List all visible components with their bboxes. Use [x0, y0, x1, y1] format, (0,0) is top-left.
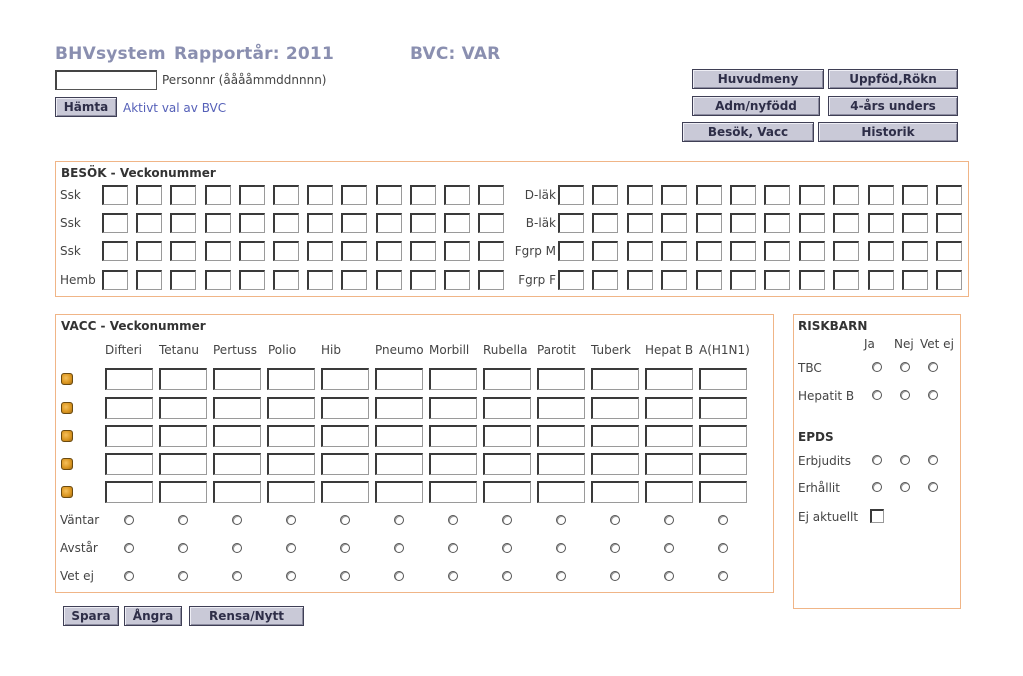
vacc-column-header: A(H1N1) — [699, 343, 750, 357]
vacc-week-input[interactable] — [267, 397, 315, 419]
angra-button[interactable]: Ångra — [124, 606, 182, 626]
vacc-week-input[interactable] — [537, 425, 585, 447]
besok-week-input[interactable] — [376, 213, 402, 233]
besok-week-input[interactable] — [730, 213, 756, 233]
vacc-row-icon[interactable] — [61, 486, 73, 498]
besok-week-input[interactable] — [376, 270, 402, 290]
vacc-week-input[interactable] — [321, 397, 369, 419]
besok-week-input[interactable] — [205, 241, 231, 261]
vacc-status-radio[interactable] — [718, 515, 728, 525]
vacc-week-input[interactable] — [699, 481, 747, 503]
besok-week-input[interactable] — [239, 270, 265, 290]
besok-week-input[interactable] — [239, 241, 265, 261]
besok-week-input[interactable] — [764, 185, 790, 205]
besok-week-input[interactable] — [833, 185, 859, 205]
vacc-status-radio[interactable] — [610, 543, 620, 553]
besok-week-input[interactable] — [341, 213, 367, 233]
besok-week-input[interactable] — [273, 185, 299, 205]
tbc-ja-radio[interactable] — [872, 362, 882, 372]
vacc-status-radio[interactable] — [394, 571, 404, 581]
vacc-status-radio[interactable] — [178, 571, 188, 581]
besok-left-label: Ssk — [60, 244, 81, 258]
besok-week-input[interactable] — [478, 213, 504, 233]
vacc-status-radio[interactable] — [232, 571, 242, 581]
besok-week-input[interactable] — [868, 241, 894, 261]
vacc-status-radio[interactable] — [340, 543, 350, 553]
personnr-input[interactable] — [55, 70, 157, 90]
vacc-week-input[interactable] — [267, 425, 315, 447]
besok-week-input[interactable] — [902, 270, 928, 290]
besok-week-input[interactable] — [273, 213, 299, 233]
epds-title: EPDS — [798, 430, 834, 444]
vacc-status-radio[interactable] — [718, 571, 728, 581]
vacc-week-input[interactable] — [429, 425, 477, 447]
vacc-title: VACC - Veckonummer — [61, 319, 206, 333]
erhallit-vet-ej-radio[interactable] — [928, 482, 938, 492]
besok-week-input[interactable] — [868, 270, 894, 290]
vacc-week-input[interactable] — [321, 425, 369, 447]
vacc-row-icon[interactable] — [61, 373, 73, 385]
vacc-week-input[interactable] — [159, 368, 207, 390]
tbc-vet-ej-radio[interactable] — [928, 362, 938, 372]
rensa-nytt-button[interactable]: Rensa/Nytt — [189, 606, 304, 626]
besok-week-input[interactable] — [170, 270, 196, 290]
vacc-week-input[interactable] — [483, 453, 531, 475]
besok-week-input[interactable] — [136, 241, 162, 261]
vacc-week-input[interactable] — [591, 397, 639, 419]
vacc-week-input[interactable] — [105, 425, 153, 447]
besok-week-input[interactable] — [833, 270, 859, 290]
besok-week-input[interactable] — [696, 270, 722, 290]
hepatit-ja-radio[interactable] — [872, 390, 882, 400]
uppfod-button[interactable]: Uppföd,Rökn — [828, 69, 958, 89]
besok-week-input[interactable] — [764, 270, 790, 290]
vacc-status-radio[interactable] — [610, 571, 620, 581]
epds-row-erhallit: Erhållit — [798, 481, 840, 495]
besok-week-input[interactable] — [730, 241, 756, 261]
vacc-week-input[interactable] — [375, 425, 423, 447]
vacc-week-input[interactable] — [699, 397, 747, 419]
besok-week-input[interactable] — [102, 213, 128, 233]
vacc-column-header: Pneumo — [375, 343, 424, 357]
vacc-status-radio[interactable] — [448, 571, 458, 581]
besok-week-input[interactable] — [558, 270, 584, 290]
vacc-week-input[interactable] — [483, 481, 531, 503]
active-bvc-link[interactable]: Aktivt val av BVC — [123, 101, 227, 115]
besok-week-input[interactable] — [376, 241, 402, 261]
vacc-week-input[interactable] — [645, 368, 693, 390]
besok-week-input[interactable] — [799, 185, 825, 205]
vacc-week-input[interactable] — [483, 368, 531, 390]
besok-week-input[interactable] — [902, 241, 928, 261]
vacc-column-header: Rubella — [483, 343, 528, 357]
vacc-week-input[interactable] — [429, 481, 477, 503]
besok-week-input[interactable] — [936, 213, 962, 233]
vacc-week-input[interactable] — [429, 453, 477, 475]
besok-week-input[interactable] — [273, 241, 299, 261]
besok-week-input[interactable] — [376, 185, 402, 205]
vacc-status-radio[interactable] — [502, 543, 512, 553]
besok-week-input[interactable] — [627, 241, 653, 261]
besok-week-input[interactable] — [341, 185, 367, 205]
besok-week-input[interactable] — [661, 185, 687, 205]
hepatit-vet-ej-radio[interactable] — [928, 390, 938, 400]
vacc-status-radio[interactable] — [340, 571, 350, 581]
besok-week-input[interactable] — [592, 213, 618, 233]
besok-week-input[interactable] — [936, 185, 962, 205]
besok-week-input[interactable] — [307, 270, 333, 290]
besok-week-input[interactable] — [205, 185, 231, 205]
besok-week-input[interactable] — [170, 185, 196, 205]
huvudmeny-button[interactable]: Huvudmeny — [692, 69, 824, 89]
vacc-week-input[interactable] — [105, 481, 153, 503]
vacc-column-header: Hib — [321, 343, 341, 357]
besok-week-input[interactable] — [730, 270, 756, 290]
besok-week-input[interactable] — [170, 213, 196, 233]
bvc-label: BVC: VAR — [410, 44, 501, 64]
vacc-week-input[interactable] — [375, 368, 423, 390]
vacc-week-input[interactable] — [537, 397, 585, 419]
riskbarn-row-hepatit-b: Hepatit B — [798, 389, 855, 403]
besok-week-input[interactable] — [868, 185, 894, 205]
besok-week-input[interactable] — [592, 185, 618, 205]
vacc-status-radio[interactable] — [664, 571, 674, 581]
besok-week-input[interactable] — [833, 213, 859, 233]
vacc-week-input[interactable] — [375, 453, 423, 475]
besok-week-input[interactable] — [764, 241, 790, 261]
besok-week-input[interactable] — [936, 270, 962, 290]
besok-week-input[interactable] — [661, 270, 687, 290]
hepatit-nej-radio[interactable] — [900, 390, 910, 400]
vacc-status-radio[interactable] — [232, 515, 242, 525]
vacc-status-radio[interactable] — [502, 571, 512, 581]
besok-week-input[interactable] — [410, 185, 436, 205]
vacc-status-radio[interactable] — [394, 543, 404, 553]
besok-title: BESÖK - Veckonummer — [61, 166, 216, 180]
vacc-week-input[interactable] — [591, 453, 639, 475]
vacc-column-header: Parotit — [537, 343, 576, 357]
besok-week-input[interactable] — [444, 213, 470, 233]
ej-aktuellt-checkbox[interactable] — [870, 509, 884, 523]
vacc-week-input[interactable] — [591, 368, 639, 390]
besok-week-input[interactable] — [764, 213, 790, 233]
besok-week-input[interactable] — [696, 213, 722, 233]
vacc-week-input[interactable] — [645, 453, 693, 475]
vacc-week-input[interactable] — [105, 397, 153, 419]
besok-week-input[interactable] — [799, 241, 825, 261]
vacc-week-input[interactable] — [375, 481, 423, 503]
vacc-status-radio[interactable] — [664, 543, 674, 553]
besok-week-input[interactable] — [239, 185, 265, 205]
vacc-status-radio[interactable] — [286, 543, 296, 553]
besok-left-label: Hemb — [60, 273, 96, 287]
vacc-week-input[interactable] — [159, 481, 207, 503]
vacc-week-input[interactable] — [159, 397, 207, 419]
besok-week-input[interactable] — [661, 213, 687, 233]
besok-week-input[interactable] — [592, 241, 618, 261]
spara-button[interactable]: Spara — [63, 606, 119, 626]
besok-week-input[interactable] — [307, 185, 333, 205]
besok-left-label: Ssk — [60, 188, 81, 202]
besok-week-input[interactable] — [205, 213, 231, 233]
besok-week-input[interactable] — [696, 185, 722, 205]
adm-button[interactable]: Adm/nyfödd — [692, 96, 820, 116]
besok-week-input[interactable] — [136, 213, 162, 233]
besok-week-input[interactable] — [478, 241, 504, 261]
besok-week-input[interactable] — [592, 270, 618, 290]
vacc-week-input[interactable] — [213, 453, 261, 475]
vacc-week-input[interactable] — [699, 453, 747, 475]
vacc-status-radio[interactable] — [664, 515, 674, 525]
vacc-week-input[interactable] — [321, 368, 369, 390]
besok-week-input[interactable] — [902, 185, 928, 205]
vacc-week-input[interactable] — [645, 397, 693, 419]
besok-week-input[interactable] — [627, 213, 653, 233]
besok-week-input[interactable] — [205, 270, 231, 290]
besok-right-label: Fgrp F — [518, 273, 556, 287]
app-name: BHVsystem — [55, 44, 166, 64]
fetch-button[interactable]: Hämta — [55, 97, 117, 117]
vacc-status-radio[interactable] — [610, 515, 620, 525]
vacc-column-header: Morbill — [429, 343, 470, 357]
riskbarn-row-tbc: TBC — [798, 361, 822, 375]
besok-left-label: Ssk — [60, 216, 81, 230]
vacc-week-input[interactable] — [537, 481, 585, 503]
fyraars-button[interactable]: 4-års unders — [828, 96, 958, 116]
vacc-week-input[interactable] — [699, 368, 747, 390]
besok-week-input[interactable] — [410, 241, 436, 261]
erhallit-ja-radio[interactable] — [872, 482, 882, 492]
besok-week-input[interactable] — [341, 270, 367, 290]
besok-week-input[interactable] — [558, 185, 584, 205]
besok-week-input[interactable] — [136, 270, 162, 290]
besok-week-input[interactable] — [799, 213, 825, 233]
vacc-status-radio[interactable] — [178, 543, 188, 553]
vacc-status-radio[interactable] — [178, 515, 188, 525]
vacc-status-radio[interactable] — [502, 515, 512, 525]
vacc-row-icon[interactable] — [61, 430, 73, 442]
vacc-status-label: Väntar — [60, 513, 100, 527]
vacc-status-radio[interactable] — [124, 543, 134, 553]
vacc-week-input[interactable] — [375, 397, 423, 419]
vacc-column-header: Polio — [268, 343, 297, 357]
besok-week-input[interactable] — [478, 270, 504, 290]
vacc-status-radio[interactable] — [448, 515, 458, 525]
option-vet-ej: Vet ej — [920, 337, 954, 351]
vacc-column-header: Tetanu — [159, 343, 199, 357]
besok-week-input[interactable] — [170, 241, 196, 261]
vacc-week-input[interactable] — [483, 425, 531, 447]
besok-week-input[interactable] — [696, 241, 722, 261]
besok-week-input[interactable] — [444, 185, 470, 205]
besok-week-input[interactable] — [307, 213, 333, 233]
erhallit-nej-radio[interactable] — [900, 482, 910, 492]
besok-week-input[interactable] — [868, 213, 894, 233]
erbjudits-nej-radio[interactable] — [900, 455, 910, 465]
vacc-week-input[interactable] — [267, 453, 315, 475]
vacc-status-radio[interactable] — [556, 515, 566, 525]
erbjudits-ja-radio[interactable] — [872, 455, 882, 465]
vacc-status-radio[interactable] — [286, 515, 296, 525]
vacc-row-icon[interactable] — [61, 458, 73, 470]
vacc-week-input[interactable] — [105, 368, 153, 390]
besok-week-input[interactable] — [558, 213, 584, 233]
besok-week-input[interactable] — [273, 270, 299, 290]
besok-week-input[interactable] — [239, 213, 265, 233]
besok-week-input[interactable] — [444, 241, 470, 261]
vacc-status-radio[interactable] — [232, 543, 242, 553]
besok-vacc-button[interactable]: Besök, Vacc — [682, 122, 814, 142]
vacc-week-input[interactable] — [159, 453, 207, 475]
vacc-column-header: Difteri — [105, 343, 142, 357]
besok-week-input[interactable] — [410, 213, 436, 233]
besok-week-input[interactable] — [902, 213, 928, 233]
besok-week-input[interactable] — [136, 185, 162, 205]
vacc-status-label: Vet ej — [60, 569, 94, 583]
besok-week-input[interactable] — [410, 270, 436, 290]
vacc-status-radio[interactable] — [448, 543, 458, 553]
epds-row-erbjudits: Erbjudits — [798, 454, 851, 468]
vacc-status-radio[interactable] — [556, 571, 566, 581]
vacc-week-input[interactable] — [267, 368, 315, 390]
tbc-nej-radio[interactable] — [900, 362, 910, 372]
vacc-column-header: Hepat B — [645, 343, 694, 357]
besok-right-label: D-läk — [524, 188, 556, 202]
vacc-week-input[interactable] — [213, 368, 261, 390]
vacc-status-radio[interactable] — [124, 515, 134, 525]
besok-week-input[interactable] — [478, 185, 504, 205]
vacc-week-input[interactable] — [267, 481, 315, 503]
vacc-status-radio[interactable] — [124, 571, 134, 581]
besok-week-input[interactable] — [799, 270, 825, 290]
vacc-week-input[interactable] — [591, 425, 639, 447]
erbjudits-vet-ej-radio[interactable] — [928, 455, 938, 465]
vacc-week-input[interactable] — [483, 397, 531, 419]
historik-button[interactable]: Historik — [818, 122, 958, 142]
vacc-week-input[interactable] — [429, 368, 477, 390]
besok-week-input[interactable] — [341, 241, 367, 261]
besok-week-input[interactable] — [444, 270, 470, 290]
vacc-week-input[interactable] — [699, 425, 747, 447]
besok-week-input[interactable] — [627, 270, 653, 290]
besok-week-input[interactable] — [730, 185, 756, 205]
vacc-week-input[interactable] — [213, 481, 261, 503]
vacc-status-label: Avstår — [60, 541, 98, 555]
vacc-week-input[interactable] — [645, 481, 693, 503]
besok-right-label: B-läk — [525, 216, 556, 230]
vacc-week-input[interactable] — [645, 425, 693, 447]
vacc-column-header: Tuberk — [591, 343, 631, 357]
vacc-week-input[interactable] — [321, 481, 369, 503]
vacc-week-input[interactable] — [537, 453, 585, 475]
vacc-row-icon[interactable] — [61, 402, 73, 414]
besok-week-input[interactable] — [936, 241, 962, 261]
vacc-status-radio[interactable] — [718, 543, 728, 553]
vacc-week-input[interactable] — [591, 481, 639, 503]
vacc-status-radio[interactable] — [340, 515, 350, 525]
vacc-column-header: Pertuss — [213, 343, 257, 357]
personnr-label: Personnr (ååååmmddnnnn) — [162, 73, 327, 87]
besok-week-input[interactable] — [102, 270, 128, 290]
vacc-week-input[interactable] — [429, 397, 477, 419]
besok-week-input[interactable] — [661, 241, 687, 261]
besok-week-input[interactable] — [307, 241, 333, 261]
besok-week-input[interactable] — [102, 241, 128, 261]
vacc-week-input[interactable] — [213, 425, 261, 447]
besok-week-input[interactable] — [102, 185, 128, 205]
option-ja: Ja — [864, 337, 875, 351]
ej-aktuellt-label: Ej aktuellt — [798, 510, 859, 524]
vacc-week-input[interactable] — [159, 425, 207, 447]
option-nej: Nej — [894, 337, 914, 351]
vacc-week-input[interactable] — [537, 368, 585, 390]
vacc-status-radio[interactable] — [394, 515, 404, 525]
vacc-week-input[interactable] — [213, 397, 261, 419]
report-year: Rapportår: 2011 — [174, 44, 334, 64]
besok-right-label: Fgrp M — [514, 244, 556, 258]
besok-week-input[interactable] — [833, 241, 859, 261]
besok-week-input[interactable] — [627, 185, 653, 205]
vacc-week-input[interactable] — [105, 453, 153, 475]
vacc-status-radio[interactable] — [556, 543, 566, 553]
vacc-status-radio[interactable] — [286, 571, 296, 581]
riskbarn-title: RISKBARN — [798, 319, 868, 333]
besok-week-input[interactable] — [558, 241, 584, 261]
vacc-week-input[interactable] — [321, 453, 369, 475]
